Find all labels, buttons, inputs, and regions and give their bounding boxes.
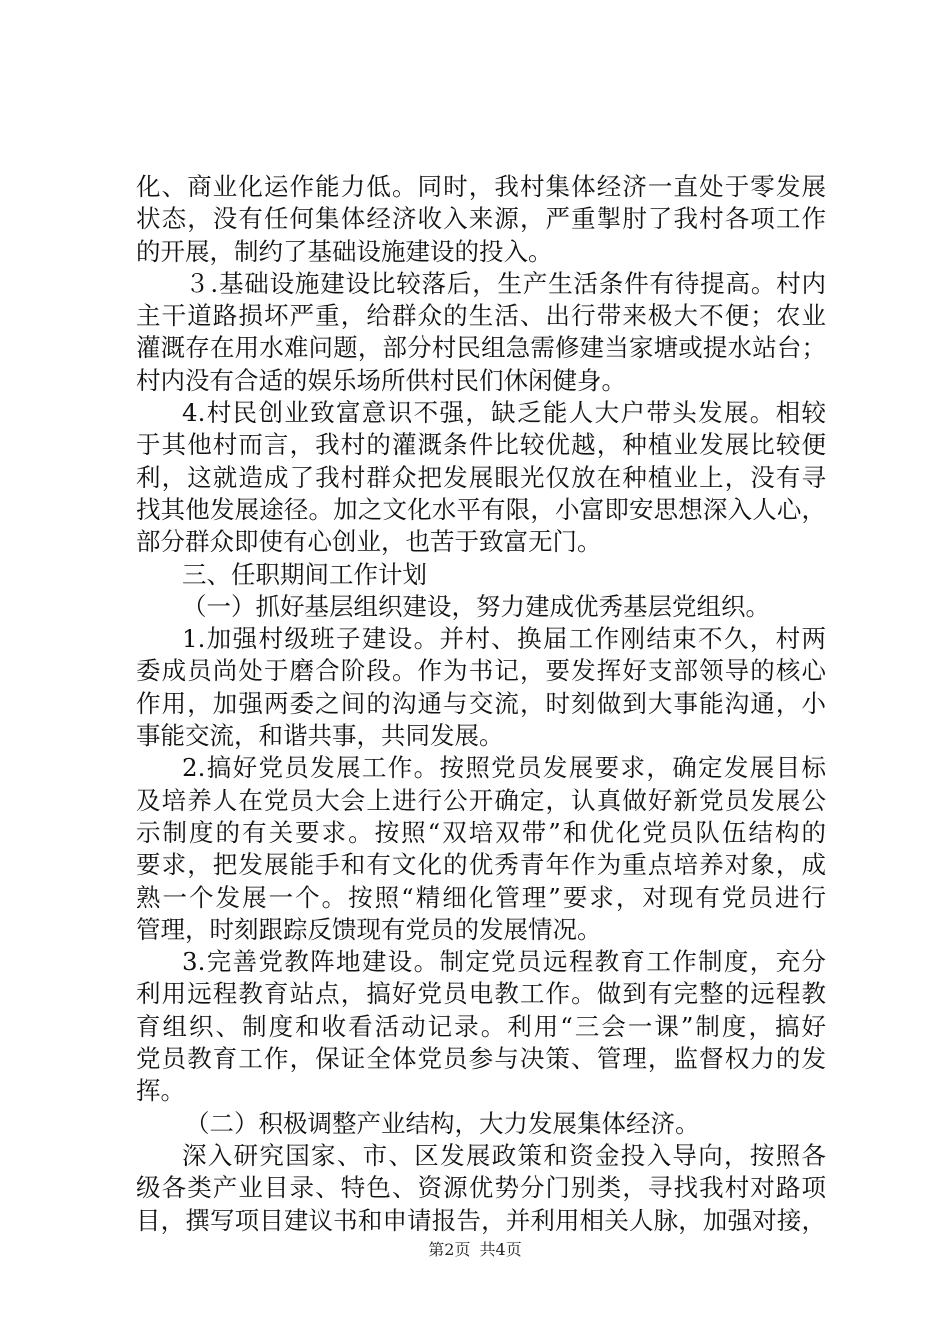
text-line: 级各类产业目录、特色、资源优势分门别类，寻找我村对路项 <box>136 1173 826 1203</box>
text-line: 作用，加强两委之间的沟通与交流，时刻做到大事能沟通，小 <box>136 688 826 718</box>
text-line: 及培养人在党员大会上进行公开确定，认真做好新党员发展公 <box>136 785 826 815</box>
text-line: 于其他村而言，我村的灌溉条件比较优越，种植业发展比较便 <box>136 430 826 460</box>
text-line: 村内没有合适的娱乐场所供村民们休闲健身。 <box>136 365 626 395</box>
text-line: 部分群众即使有心创业，也苦于致富无门。 <box>136 527 602 557</box>
text-line: 状态，没有任何集体经济收入来源，严重掣肘了我村各项工作 <box>136 204 826 234</box>
page-total: 共4页 <box>479 1240 522 1259</box>
text-line: 找其他发展途径。加之文化水平有限，小富即安思想深入人心， <box>136 494 826 524</box>
text-line: 挥。 <box>136 1076 185 1106</box>
text-line: 化、商业化运作能力低。同时，我村集体经济一直处于零发展 <box>136 172 826 201</box>
text-line: 事能交流，和谐共事，共同发展。 <box>136 721 504 751</box>
text-line: （一）抓好基层组织建设，努力建成优秀基层党组织。 <box>182 591 770 621</box>
text-line: 管理，时刻跟踪反馈现有党员的发展情况。 <box>136 914 602 944</box>
text-line: 灌溉存在用水难问题，部分村民组急需修建当家塘或提水站台； <box>136 333 826 363</box>
text-line: 育组织、制度和收看活动记录。利用“三会一课”制度，搞好 <box>136 1011 826 1041</box>
page-number: 第2页 <box>428 1240 471 1259</box>
text-line: 2.搞好党员发展工作。按照党员发展要求，确定发展目标 <box>182 753 826 783</box>
text-line: 目，撰写项目建议书和申请报告，并利用相关人脉，加强对接， <box>136 1205 826 1235</box>
document-body <box>136 171 826 1237</box>
text-line: 深入研究国家、市、区发展政策和资金投入导向，按照各 <box>182 1140 826 1170</box>
text-line: 4.村民创业致富意识不强，缺乏能人大户带头发展。相较 <box>182 398 826 428</box>
page-footer <box>0 1240 950 1260</box>
text-line: 党员教育工作，保证全体党员参与决策、管理，监督权力的发 <box>136 1044 826 1074</box>
text-line: 委成员尚处于磨合阶段。作为书记，要发挥好支部领导的核心 <box>136 656 826 686</box>
text-line: 利，这就造成了我村群众把发展眼光仅放在种植业上，没有寻 <box>136 462 826 492</box>
text-line: 利用远程教育站点，搞好党员电教工作。做到有完整的远程教 <box>136 979 826 1009</box>
text-line: 1.加强村级班子建设。并村、换届工作刚结束不久，村两 <box>182 624 826 654</box>
text-line: 示制度的有关要求。按照“双培双带”和优化党员队伍结构的 <box>136 817 826 847</box>
text-line: 熟一个发展一个。按照“精细化管理”要求，对现有党员进行 <box>136 882 826 912</box>
text-line: 三、任职期间工作计划 <box>182 559 427 589</box>
text-line: 的开展，制约了基础设施建设的投入。 <box>136 236 553 266</box>
text-line: ３.基础设施建设比较落后，生产生活条件有待提高。村内 <box>185 268 826 298</box>
text-line: （二）积极调整产业结构，大力发展集体经济。 <box>185 1108 700 1138</box>
text-line: 3.完善党教阵地建设。制定党员远程教育工作制度，充分 <box>182 947 826 977</box>
text-line: 主干道路损坏严重，给群众的生活、出行带来极大不便；农业 <box>136 301 826 331</box>
text-line: 要求，把发展能手和有文化的优秀青年作为重点培养对象，成 <box>136 850 826 880</box>
